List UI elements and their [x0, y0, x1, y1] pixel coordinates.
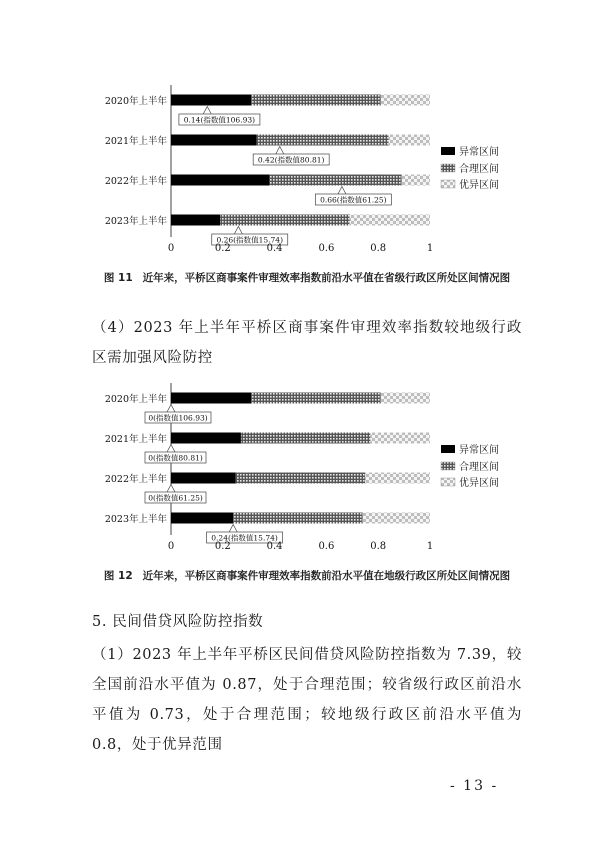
category-label: 2021年上半年	[104, 136, 167, 147]
annotation-label: 0.24(指数值15.74)	[211, 533, 278, 543]
annotation-pointer	[167, 405, 175, 413]
x-tick-label: 0.6	[318, 243, 335, 254]
legend-label: 合理区间	[459, 164, 499, 175]
x-tick-label: 0	[167, 541, 175, 552]
x-tick-label: 0.4	[266, 243, 283, 254]
legend-swatch	[441, 478, 455, 486]
x-tick-label: 0.2	[214, 541, 231, 552]
figure-12-caption	[92, 569, 522, 584]
chart-figure-11	[0, 80, 600, 270]
bar-segment	[236, 473, 366, 484]
legend-swatch	[441, 147, 455, 155]
figure-12-number: 图 12	[103, 570, 133, 582]
bar-segment	[269, 175, 401, 186]
annotation-pointer	[167, 445, 175, 453]
bar-segment	[171, 95, 251, 106]
annotation-label: 0.14(指数值106.93)	[183, 115, 256, 125]
annotation-label: 0(指数值106.93)	[148, 413, 208, 423]
annotation-pointer	[229, 525, 237, 533]
bar-segment	[256, 135, 388, 146]
category-label: 2022年上半年	[104, 176, 167, 187]
annotation-label: 0(指数值61.25)	[148, 493, 203, 503]
section-5-heading: 5. 民间借贷风险防控指数	[92, 614, 264, 630]
x-tick-label: 1	[426, 541, 434, 552]
legend-swatch	[441, 164, 455, 172]
bar-segment	[171, 433, 241, 444]
annotation-label: 0.42(指数值80.81)	[257, 155, 325, 165]
bar-segment	[171, 215, 220, 226]
category-label: 2023年上半年	[104, 514, 167, 525]
bar-segment	[370, 433, 430, 444]
category-label: 2022年上半年	[104, 474, 167, 485]
category-label: 2020年上半年	[104, 394, 167, 405]
x-tick-label: 0.2	[214, 243, 231, 254]
bar-segment	[402, 175, 430, 186]
figure-12-caption-text: 近年来，平桥区商事案件审理效率指数前沿水平值在地级行政区所处区间情况图	[142, 570, 511, 582]
annotation-pointer	[167, 485, 175, 493]
annotation-pointer	[276, 147, 284, 155]
annotation-label: 0.66(指数值61.25)	[320, 195, 387, 205]
legend-label: 优异区间	[459, 180, 499, 191]
section-4-heading: （4）2023 年上半年平桥区商事案件审理效率指数较地级行政区需加强风险防控	[92, 320, 522, 366]
bar-segment	[171, 473, 236, 484]
bar-segment	[171, 175, 269, 186]
x-tick-label: 1	[426, 243, 434, 254]
x-tick-label: 0.6	[318, 541, 335, 552]
bar-segment	[171, 393, 251, 404]
bar-segment	[251, 393, 380, 404]
bar-segment	[389, 135, 430, 146]
bar-segment	[251, 95, 380, 106]
figure-11-caption-text: 近年来，平桥区商事案件审理效率指数前沿水平值在省级行政区所处区间情况图	[142, 272, 511, 284]
paragraph-1: （1）2023 年上半年平桥区民间借贷风险防控指数为 7.39，较全国前沿水平值为 0.87，处于合理范围；较省级行政区前沿水平值为 0.73，处于合理范围；较地级行政区前沿水平值为 0.8，处于优异范围	[92, 647, 522, 753]
bar-segment	[350, 215, 430, 226]
page-number: - 13 -	[450, 778, 499, 794]
bar-segment	[381, 393, 430, 404]
x-tick-label: 0.8	[370, 541, 387, 552]
legend-label: 合理区间	[459, 462, 499, 473]
bar-segment	[363, 513, 430, 524]
legend-label: 异常区间	[459, 147, 499, 158]
bar-segment	[171, 513, 233, 524]
x-tick-label: 0	[167, 243, 175, 254]
x-tick-label: 0.8	[370, 243, 387, 254]
bar-segment	[365, 473, 430, 484]
annotation-pointer	[338, 187, 346, 195]
figure-11-number: 图 11	[103, 272, 133, 284]
legend-swatch	[441, 462, 455, 470]
chart-figure-12	[0, 378, 600, 568]
figure-11-caption	[92, 271, 522, 286]
bar-segment	[220, 215, 350, 226]
annotation-label: 0.26(指数值15.74)	[216, 235, 284, 245]
x-tick-label: 0.4	[266, 541, 283, 552]
bar-segment	[381, 95, 430, 106]
legend-label: 异常区间	[459, 445, 499, 456]
bar-segment	[233, 513, 363, 524]
category-label: 2021年上半年	[104, 434, 167, 445]
legend-label: 优异区间	[459, 478, 499, 489]
bar-segment	[241, 433, 371, 444]
annotation-pointer	[234, 227, 242, 235]
category-label: 2020年上半年	[104, 96, 167, 107]
legend-swatch	[441, 180, 455, 188]
bar-segment	[171, 135, 256, 146]
category-label: 2023年上半年	[104, 216, 167, 227]
annotation-label: 0(指数值80.81)	[148, 453, 203, 463]
annotation-pointer	[203, 107, 211, 115]
legend-swatch	[441, 445, 455, 453]
